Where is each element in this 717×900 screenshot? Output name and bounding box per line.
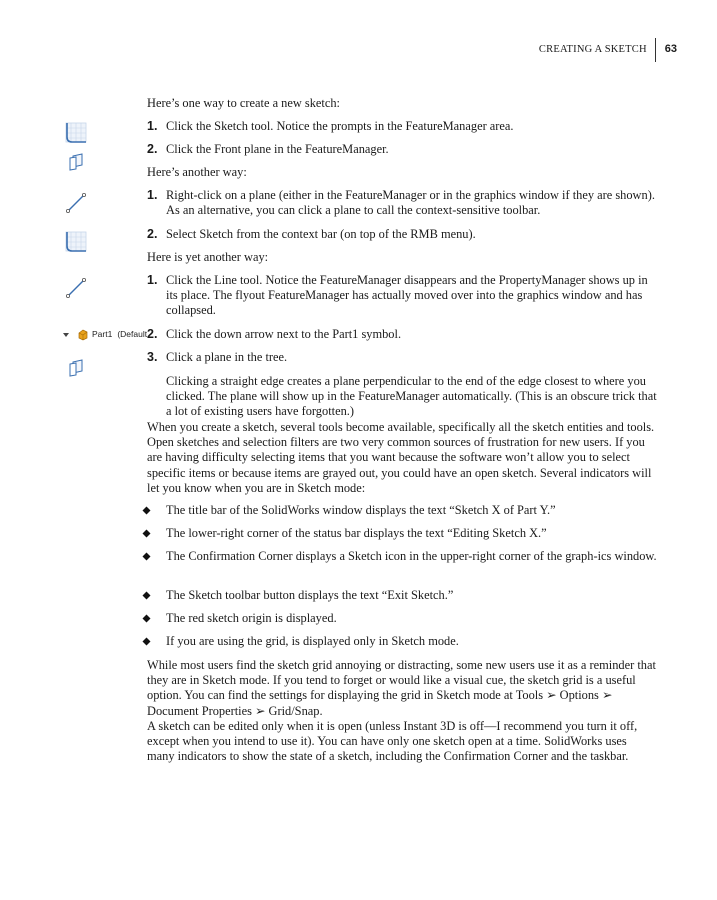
bullet-item (147, 549, 657, 564)
bullet-text: The red sketch origin is displayed. (166, 611, 337, 625)
note-paragraph: Clicking a straight edge creates a plane perpendicular to the end of the edge closest to where you clicked. The plane will show up in the FeatureManager automatically. (This is an obscure trick that a lot of existing users have forgotten.) (166, 374, 657, 419)
config-label: (Default (117, 329, 148, 340)
bullet-text: The title bar of the SolidWorks window displays the text “Sketch X of Part Y.” (166, 503, 556, 517)
bullet-item (147, 611, 657, 626)
step-text: Select Sketch from the context bar (on top of the RMB menu). (166, 227, 476, 241)
diamond-bullet-icon (142, 529, 151, 538)
paragraph-text: While most users find the sketch grid annoying or distracting, some new users use it as a reminder that they are in Sketch mode. If you tend to forget or would like a visual cue, the sketch grid is a useful option. You can find the settings for displaying the grid in Sketch mode at Tools ➢ Options ➢ Document Properties ➢ Grid/Snap. (147, 658, 656, 718)
diamond-bullet-icon (142, 552, 151, 561)
bullet-text: The Confirmation Corner displays a Sketch icon in the upper-right corner of the graph-ics window. (166, 549, 657, 563)
step-text: Click the Line tool. Notice the FeatureManager disappears and the PropertyManager shows up in its place. The flyout FeatureManager has actually moved over into the graphics window and has collapsed. (166, 273, 648, 318)
step-text: Click the down arrow next to the Part1 symbol. (166, 327, 402, 341)
paragraph-text: A sketch can be edited only when it is open (unless Instant 3D is off—I recommend you turn it off, except when you intend to use it). You can have only one sketch open at a time. SolidWorks uses many indicators to show the state of a sketch, including the Confirmation Corner and the taskbar. (147, 719, 638, 764)
step-number: 1. (147, 188, 158, 202)
bullet-item (147, 634, 657, 649)
featuremanager-part-node (62, 328, 147, 342)
diamond-bullet-icon (142, 591, 151, 600)
bullet-text: The Sketch toolbar button displays the text “Exit Sketch.” (166, 588, 454, 602)
line-tool-icon (64, 276, 88, 300)
sketch-grid-icon (62, 121, 88, 145)
diamond-bullet-icon (142, 506, 151, 515)
step-number: 3. (147, 350, 158, 364)
edit-sketch-paragraph (131, 719, 657, 765)
step-text: Click the Front plane in the FeatureManager. (166, 142, 389, 156)
running-header (539, 39, 677, 61)
part-icon (76, 328, 90, 342)
bullet-item (147, 526, 657, 541)
bullet-text: If you are using the grid, is displayed only in Sketch mode. (166, 634, 459, 648)
step-number: 2. (147, 142, 158, 156)
step-number: 1. (147, 273, 158, 287)
step-a1 (147, 119, 657, 134)
bullet-item (147, 503, 657, 518)
step-a2 (147, 142, 657, 157)
plane-icon (66, 152, 86, 172)
intro-another-way: Here’s another way: (147, 165, 247, 179)
sketch-grid-paragraph (131, 658, 657, 719)
section-title: CREATING A SKETCH (538, 44, 647, 56)
page-number: 63 (664, 43, 677, 56)
step-number: 2. (147, 327, 158, 341)
bullet-item (147, 588, 657, 603)
sketch-grid-icon (62, 230, 88, 254)
down-arrow-icon (62, 331, 70, 339)
step-number: 1. (147, 119, 158, 133)
step-c2 (147, 327, 657, 342)
diamond-bullet-icon (142, 614, 151, 623)
sketch-mode-paragraph (131, 420, 657, 496)
step-number: 2. (147, 227, 158, 241)
paragraph-text: When you create a sketch, several tools become available, specifically all the sketch entities and tools. Open sketches and selection filters are two very common sources of frustration for new users. If you are having difficulty selecting items that you want because the software won’t allow you to select specific items or because items are grayed out, you could have an open sketch. Several indicators will let you know when you are in Sketch mode: (147, 420, 655, 495)
step-c1 (147, 273, 657, 319)
step-text: Click a plane in the tree. (166, 350, 288, 364)
intro-yet-another-way: Here is yet another way: (147, 250, 269, 264)
step-text: Right-click on a plane (either in the FeatureManager or in the graphics window if they are shown). As an alternative, you can click a plane to call the context-sensitive toolbar. (166, 188, 655, 218)
step-c3 (147, 350, 657, 365)
step-b1 (147, 188, 657, 218)
step-text: Click the Sketch tool. Notice the prompts in the FeatureManager area. (166, 119, 514, 133)
plane-icon (66, 358, 86, 378)
step-b2 (147, 227, 657, 242)
line-tool-icon (64, 191, 88, 215)
diamond-bullet-icon (142, 637, 151, 646)
part-label: Part1 (92, 329, 113, 340)
bullet-text: The lower-right corner of the status bar displays the text “Editing Sketch X.” (166, 526, 547, 540)
intro-one-way: Here’s one way to create a new sketch: (147, 96, 340, 110)
